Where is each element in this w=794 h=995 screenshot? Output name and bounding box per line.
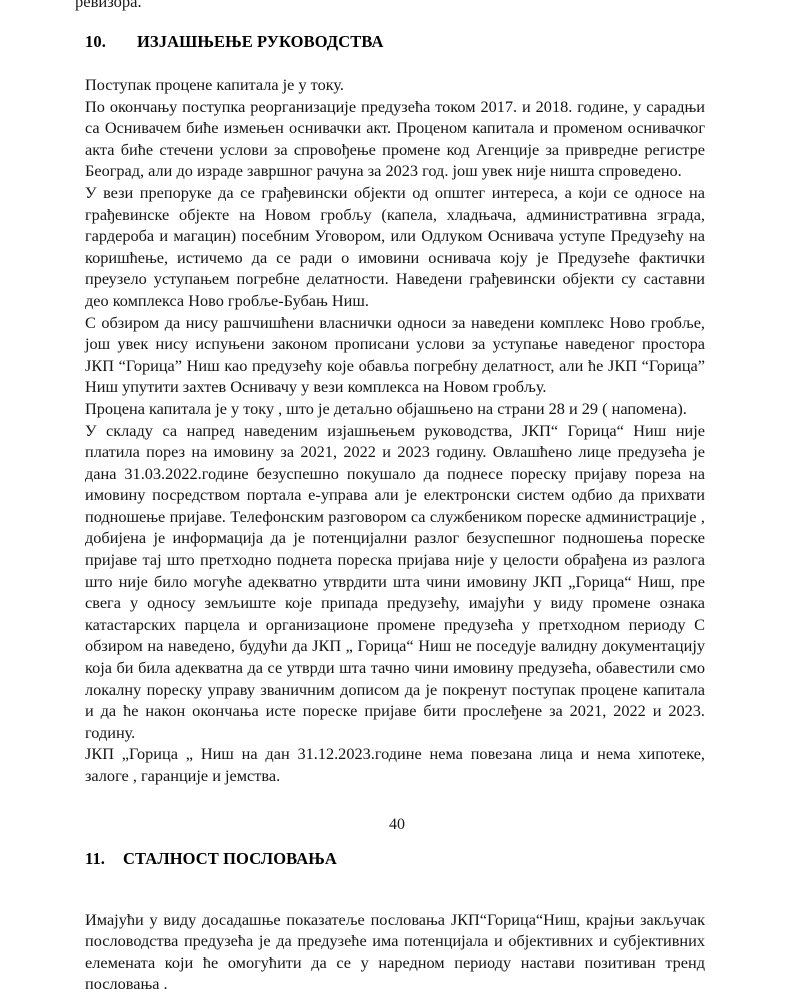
clipped-top-line-text: ревизора. (75, 0, 142, 11)
page-number: 40 (389, 816, 405, 833)
paragraph: С обзиром да нису рашчишћени власнички односи за наведени комплекс Ново гробље, још увек нису испуњени законом прописани услови за уступање наведеног простора ЈКП “Горица” Ниш као предузећу које обавља погребну делатност, али ће ЈКП “Горица” Ниш упутити захтев Оснивачу у вези комплекса на Новом гробљу. (85, 312, 705, 397)
section-number-11: 11. (85, 848, 106, 868)
section-10-body (85, 74, 705, 787)
section-title-11: СТАЛНОСТ ПОСЛОВАЊА (123, 848, 337, 868)
paragraph: У вези препоруке да се грађевински објекти од општег интереса, а који се односе на грађевинске објекте на Новом гробљу (капела, хладњача, административна зграда, гардероба и магацин) посебним Уговором, или Одлуком Оснивача уступе Предузећу на коришћење, истичемо да се ради о имовини оснивача коју је Предузеће фактички преузело уступањем погребне делатности. Наведени грађевински објекти су саставни део комплекса Ново гробље-Бубањ Ниш. (85, 182, 705, 310)
paragraph: По окончању поступка реорганизације предузећа током 2017. и 2018. године, у сарадњи са Оснивачем биће измењен оснивачки акт. Проценом капитала и променом оснивачког акта биће стечени услови за спровођење промене код Агенције за привредне регистре Београд, али до израде завршног рачуна за 2023 год. још увек није ништа спроведено. (85, 96, 705, 181)
page-content (85, 0, 705, 995)
paragraph: Поступак процене капитала је у току. (85, 75, 344, 94)
paragraph: У складу са напред наведеним изјашњењем руководства, ЈКП“ Горица“ Ниш није платила порез на имовину за 2021, 2022 и 2023 годину. Овлашћено лице предузећа је дана 31.03.2022.године безуспешно покушало да поднесе пореску пријаву пореза на имовину посредством портала е-управа али је електронски систем одбио да прихвати подношење пријаве. Телефонским разговором са службеником пореске администрације , добијена је информација да је потенцијални разлог безуспешног подношења пореске пријаве тај што претходно поднета пореска пријава није у целости обрађена из разлога што није било могуће адекватно утврдити шта чини имовину ЈКП „Горица“ Ниш, пре свега у односу земљиште које припада предузећу, имајући у виду промене ознака катастарских парцела и организационе промене предузећа у претходном периоду С обзиром на наведено, будући да ЈКП „ Горица“ Ниш не поседује валидну документацију која би била адекватна да се утврди шта тачно чини имовину предузећа, обавестили смо локалну пореску управу званичним дописом да је покренут поступак процене капитала и да ће након окончања исте пореске пријаве бити прослеђене за 2021, 2022 и 2023. годину. (85, 420, 705, 742)
section-number-10: 10. (85, 32, 106, 51)
paragraph: Имајући у виду досадашње показатеље пословања ЈКП“Горица“Ниш, крајњи закључак пословодства предузећа је да предузеће има потенцијала и објективних и субјективних елемената који ће омогућити да се у наредном периоду настави позитиван тренд пословања . (85, 909, 705, 994)
section-title-10: ИЗЈАШЊЕЊЕ РУКОВОДСТВА (137, 32, 384, 51)
section-heading-10 (85, 32, 705, 52)
section-heading-11 (85, 849, 705, 869)
section-11-body (85, 909, 705, 995)
paragraph: Процена капитала је у току , што је детаљно објашњено на страни 28 и 29 ( напомена). (85, 398, 687, 418)
paragraph: ЈКП „Горица „ Ниш на дан 31.12.2023.године нема повезана лица и нема хипотеке, залоге , гаранције и јемства. (85, 744, 705, 785)
